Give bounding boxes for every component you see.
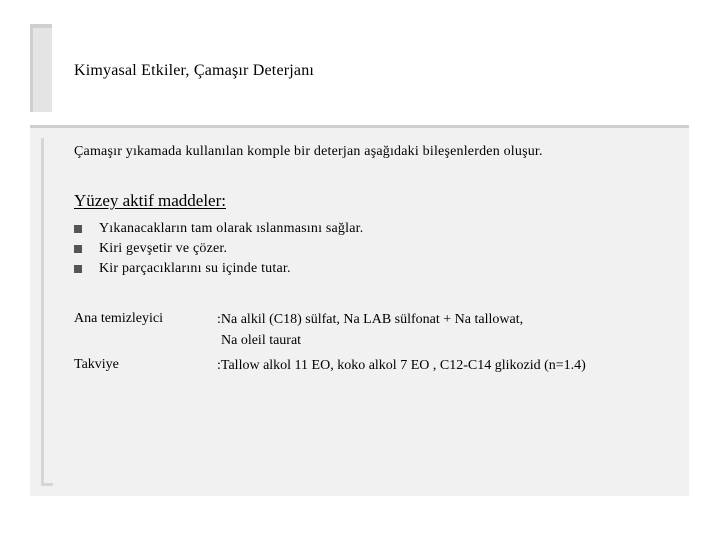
section-heading: Yüzey aktif maddeler: — [74, 191, 226, 210]
bullet-text: Yıkanacakların tam olarak ıslanmasını sağlar. — [99, 221, 364, 236]
row-value-line: :Tallow alkol 11 EO, koko alkol 7 EO , C12-C14 glikozid (n=1.4) — [217, 358, 586, 373]
row-value-main-cleaner — [217, 309, 523, 351]
row-label-main-cleaner: Ana temizleyici — [74, 311, 164, 326]
decorative-frame-bracket — [41, 138, 53, 486]
list-item — [74, 239, 363, 259]
list-item — [74, 259, 363, 279]
bullet-text: Kiri gevşetir ve çözer. — [99, 241, 228, 256]
square-bullet-icon — [74, 245, 82, 253]
row-value-line: :Na alkil (C18) sülfat, Na LAB sülfonat + Na tallowat, — [217, 312, 524, 327]
intro-text: Çamaşır yıkamada kullanılan komple bir deterjan aşağıdaki bileşenlerden oluşur. — [74, 144, 543, 159]
decorative-frame-top-cap — [30, 24, 52, 28]
bullet-text: Kir parçacıklarını su içinde tutar. — [99, 261, 291, 276]
list-item — [74, 219, 363, 239]
square-bullet-icon — [74, 265, 82, 273]
row-value-line: Na oleil taurat — [221, 333, 302, 348]
bullet-list — [74, 219, 363, 279]
row-label-booster: Takviye — [74, 357, 119, 372]
decorative-frame-top — [30, 24, 52, 112]
square-bullet-icon — [74, 225, 82, 233]
row-value-booster — [217, 355, 586, 376]
slide-title: Kimyasal Etkiler, Çamaşır Deterjanı — [74, 62, 315, 79]
